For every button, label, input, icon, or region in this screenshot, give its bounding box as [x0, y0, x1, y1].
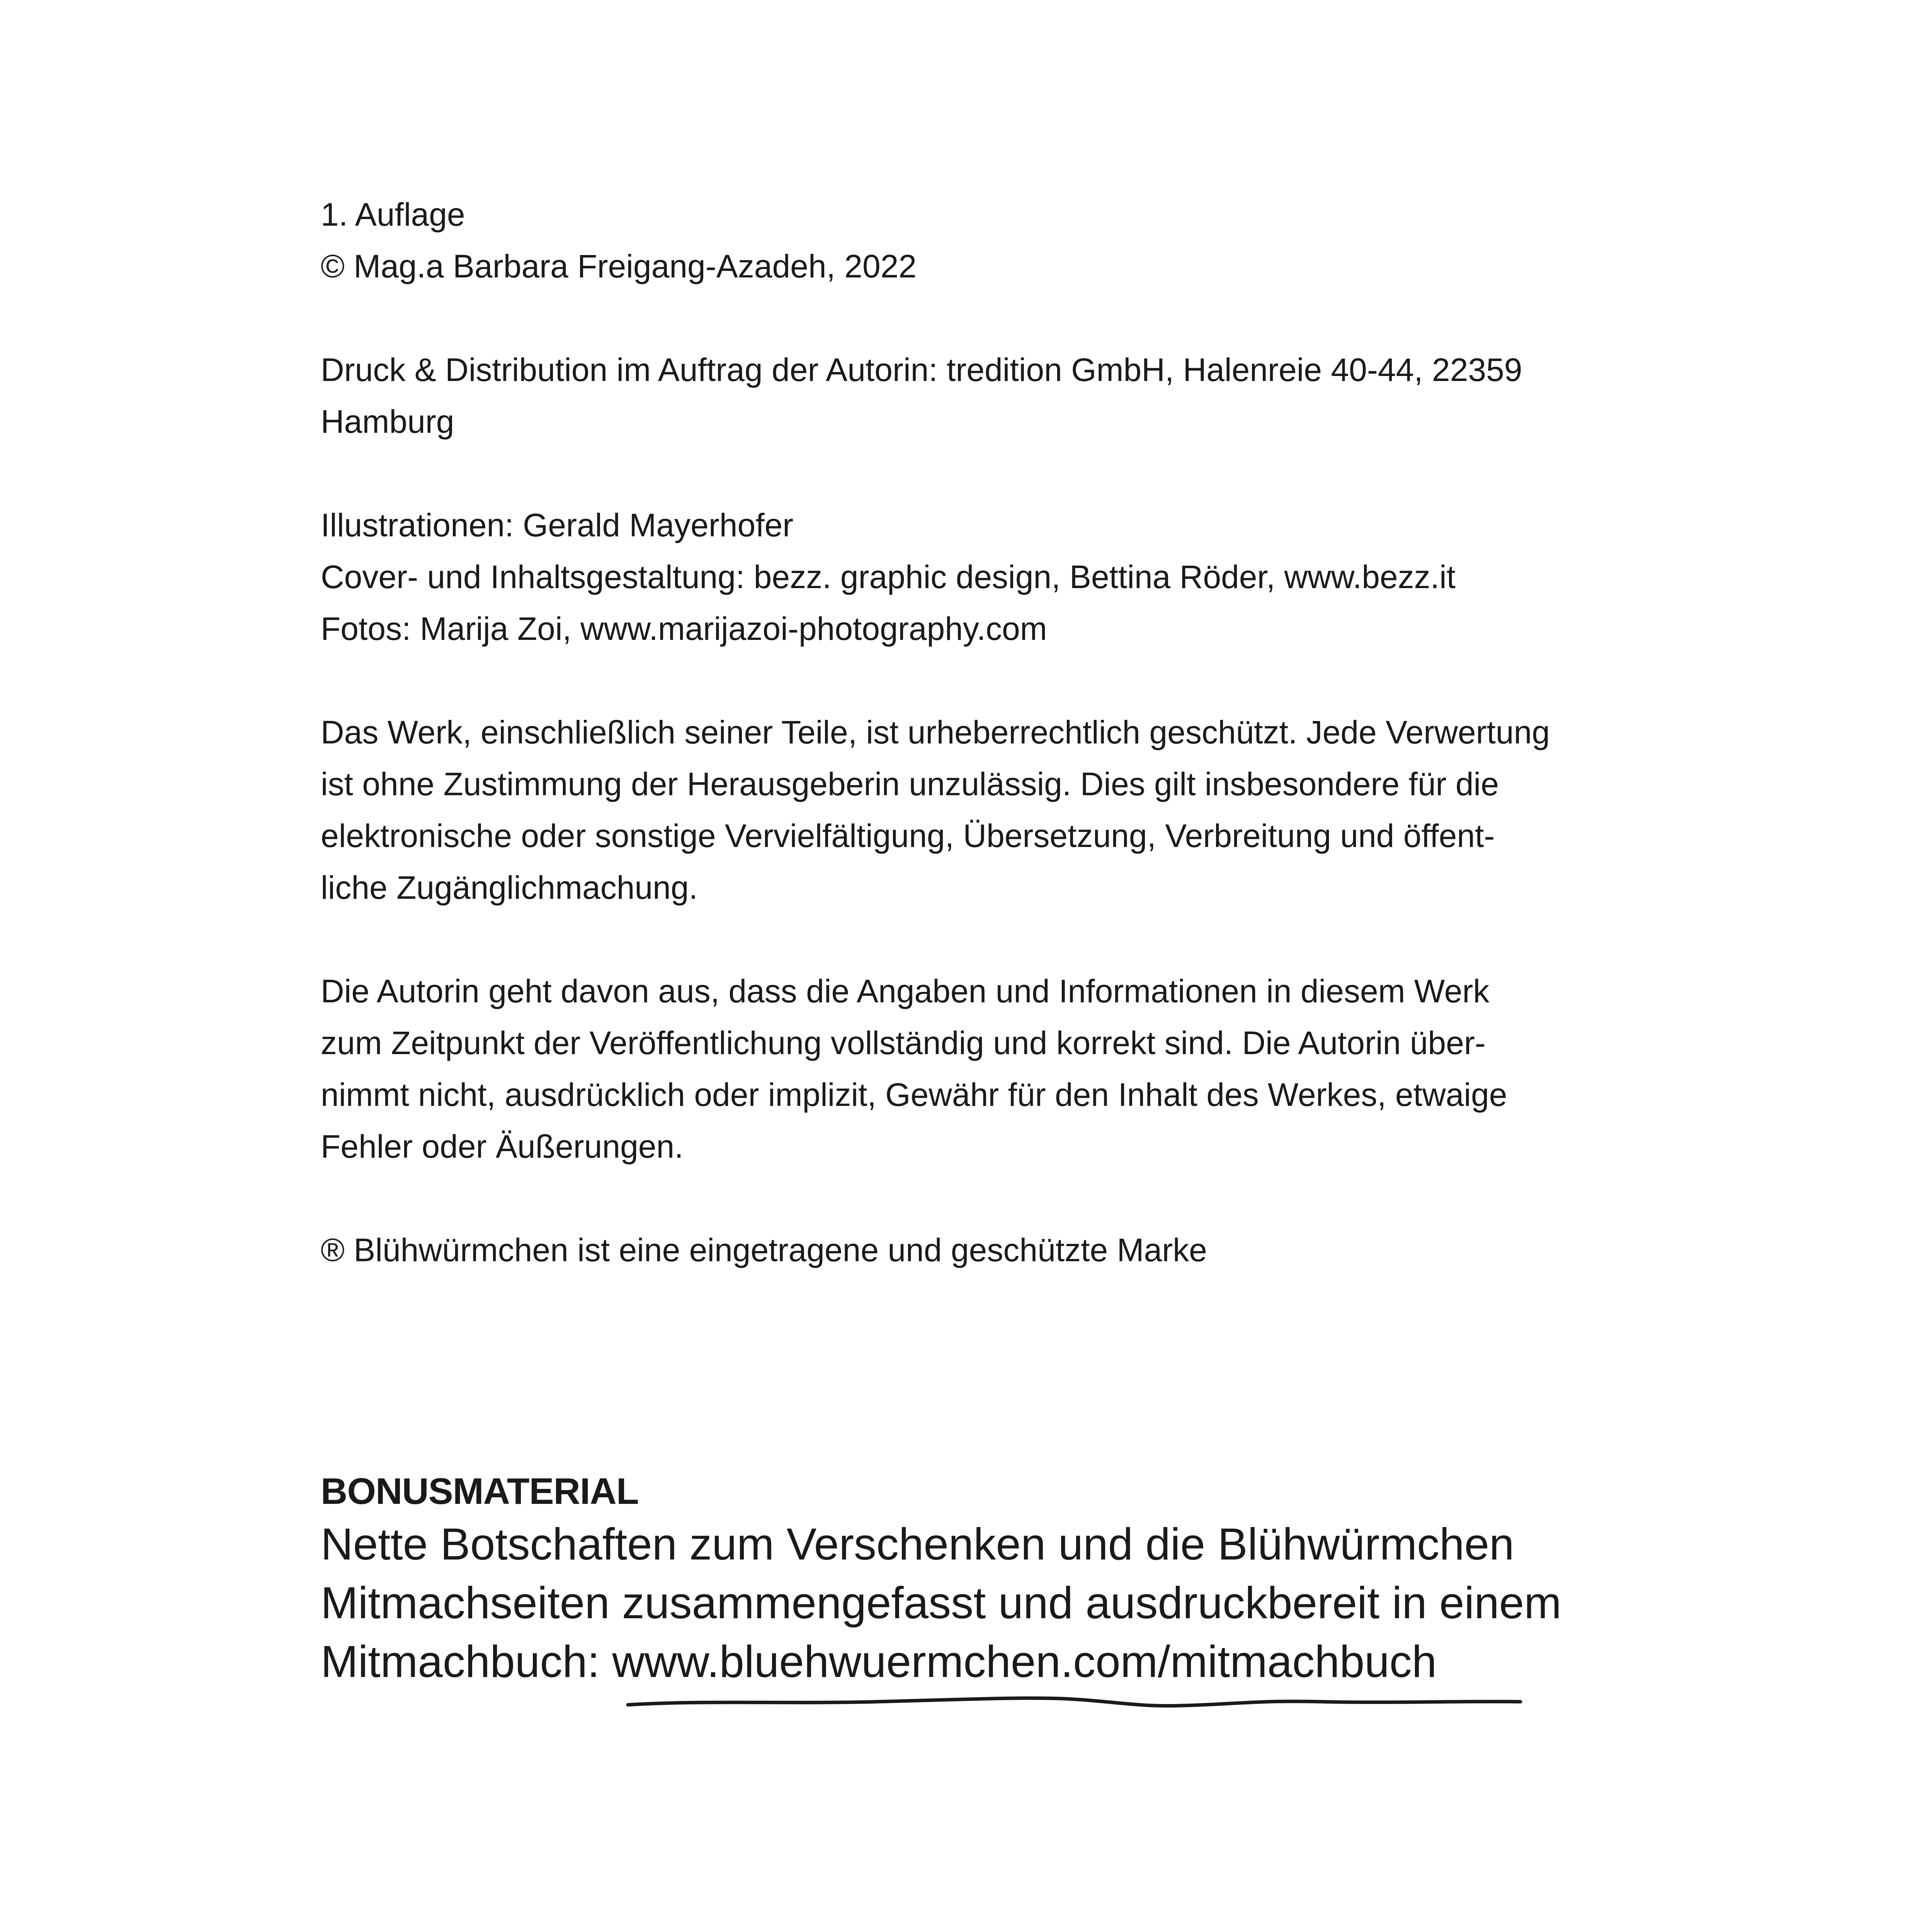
edition-line: 1. Auflage	[321, 196, 465, 233]
hand-drawn-underline	[626, 1689, 1522, 1716]
disclaimer-line: Die Autorin geht davon aus, dass die Angaben und Informationen in diesem Werk	[321, 973, 1490, 1009]
copyright-notice	[321, 706, 1750, 913]
disclaimer-line: Fehler oder Äußerungen.	[321, 1128, 684, 1165]
design-credit: Cover- und Inhaltsgestaltung: bezz. graphic design, Bettina Röder, www.bezz.it	[321, 559, 1456, 595]
copyright-line: elektronische oder sonstige Vervielfältigung, Übersetzung, Verbreitung und öffent-	[321, 818, 1495, 854]
bonus-link-prefix: Mitmachbuch:	[321, 1636, 612, 1687]
print-line-1: Druck & Distribution im Auftrag der Autorin: tredition GmbH, Halenreie 40-44, 22359	[321, 352, 1522, 388]
illustrations-credit: Illustrationen: Gerald Mayerhofer	[321, 507, 794, 543]
print-line-2: Hamburg	[321, 403, 454, 440]
bonus-line: Nette Botschaften zum Verschenken und die Blühwürmchen	[321, 1519, 1514, 1569]
trademark-notice	[321, 1224, 1750, 1276]
mitmachbuch-link[interactable]: www.bluehwuermchen.com/mitmachbuch	[612, 1636, 1437, 1687]
disclaimer-line: zum Zeitpunkt der Veröffentlichung vollständig und korrekt sind. Die Autorin über-	[321, 1025, 1486, 1061]
disclaimer-line: nimmt nicht, ausdrücklich oder implizit, Gewähr für den Inhalt des Werkes, etwaige	[321, 1077, 1507, 1113]
edition-block	[321, 189, 1750, 292]
copyright-line: ist ohne Zustimmung der Herausgeberin unzulässig. Dies gilt insbesondere für die	[321, 766, 1499, 802]
copyright-line: Das Werk, einschließlich seiner Teile, ist urheberrechtlich geschützt. Jede Verwertung	[321, 714, 1550, 750]
disclaimer-notice	[321, 965, 1750, 1172]
bonus-heading: BONUSMATERIAL	[321, 1471, 639, 1512]
copyright-line: liche Zugänglichmachung.	[321, 869, 698, 906]
print-distribution-block	[321, 344, 1750, 447]
credits-block	[321, 499, 1750, 655]
bonus-link-line	[321, 1632, 1750, 1691]
bonus-description	[321, 1515, 1750, 1691]
bonus-line: Mitmachseiten zusammengefasst und ausdruckbereit in einem	[321, 1578, 1561, 1628]
trademark-line: ® Blühwürmchen ist eine eingetragene und geschützte Marke	[321, 1232, 1207, 1268]
copyright-holder-line: © Mag.a Barbara Freigang-Azadeh, 2022	[321, 248, 917, 284]
photo-credit: Fotos: Marija Zoi, www.marijazoi-photography.com	[321, 611, 1047, 647]
